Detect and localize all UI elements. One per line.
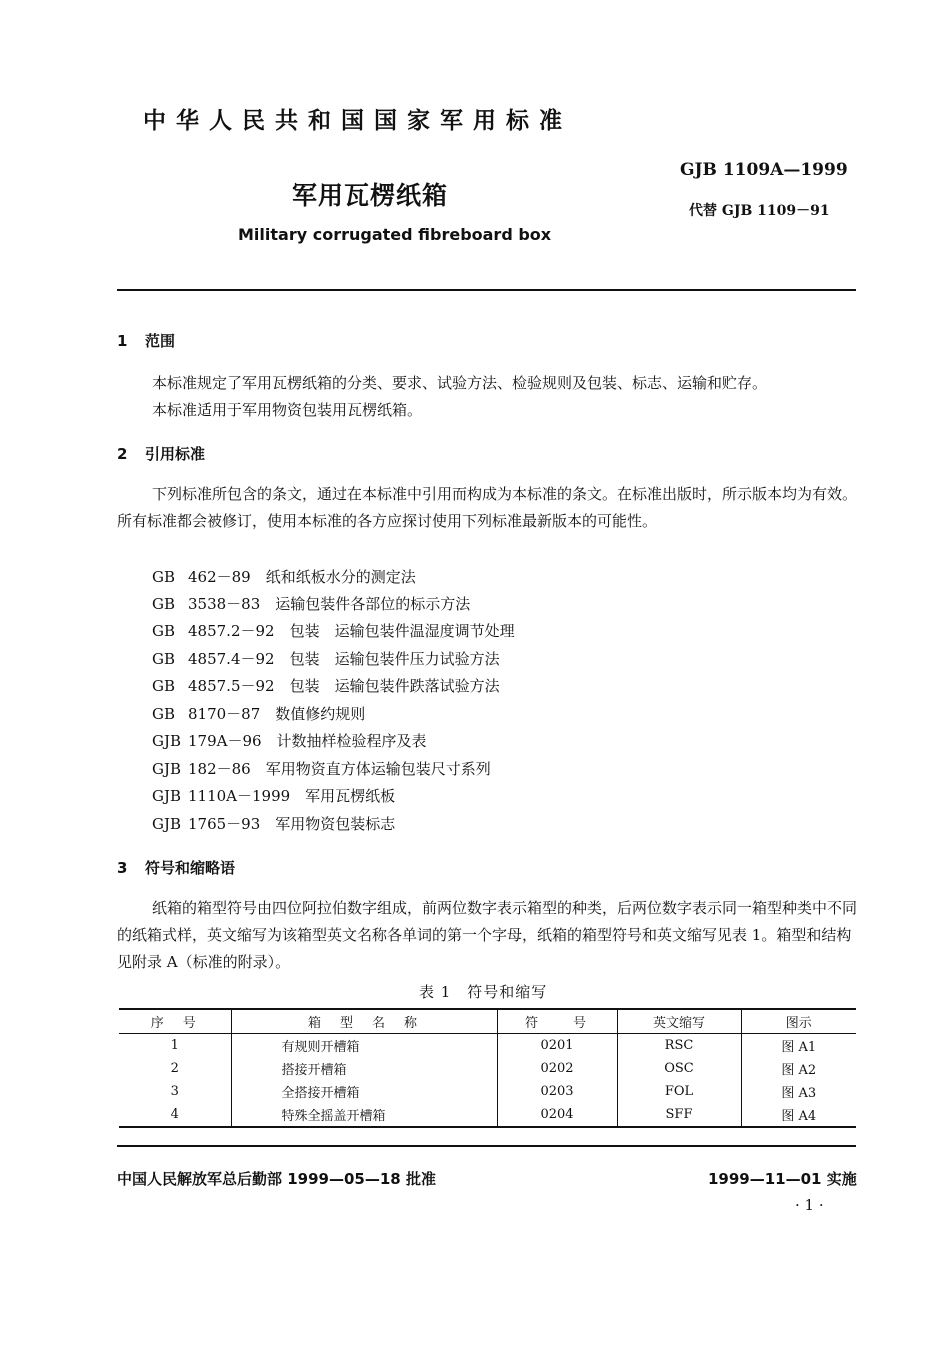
reference-item <box>152 593 470 614</box>
cell-symbol: 0201 <box>497 1034 617 1058</box>
table-header-row <box>119 1009 856 1034</box>
table-row <box>119 1080 856 1103</box>
table-caption: 表 1 符号和缩写 <box>419 983 548 1001</box>
cell-symbol: 0203 <box>497 1080 617 1103</box>
reference-code: GB <box>152 595 176 613</box>
reference-code: GJB <box>152 815 182 833</box>
reference-item <box>152 730 427 751</box>
reference-code: GB <box>152 568 176 586</box>
reference-text: 4857.4－92 包装 运输包装件压力试验方法 <box>188 650 500 668</box>
col-header-box-name: 箱 型 名 称 <box>231 1009 497 1034</box>
cell-serial: 4 <box>119 1103 231 1127</box>
effective-date: 1999—11—01 实施 <box>708 1170 857 1188</box>
reference-text: 3538－83 运输包装件各部位的标示方法 <box>188 595 471 613</box>
table-row <box>119 1057 856 1080</box>
reference-text: 1110A－1999 军用瓦楞纸板 <box>188 787 396 805</box>
symbols-table <box>119 1008 856 1128</box>
section-2-intro: 下列标准所包含的条文，通过在本标准中引用而构成为本标准的条文。在标准出版时，所示版本均为有效。所有标准都会被修订，使用本标准的各方应探讨使用下列标准最新版本的可能性。 <box>117 485 858 530</box>
document-title-en: Military corrugated fibreboard box <box>238 225 552 244</box>
reference-item <box>152 758 491 779</box>
cell-abbr: SFF <box>617 1103 741 1127</box>
section-2-heading <box>117 443 205 464</box>
reference-code: GB <box>152 650 176 668</box>
reference-item <box>152 566 416 587</box>
section-1-heading <box>117 330 175 351</box>
cell-box-name: 特殊全摇盖开槽箱 <box>231 1103 497 1127</box>
reference-code: GJB <box>152 732 182 750</box>
reference-text: 4857.5－92 包装 运输包装件跌落试验方法 <box>188 677 500 695</box>
reference-code: GB <box>152 677 176 695</box>
cell-abbr: FOL <box>617 1080 741 1103</box>
cell-abbr: RSC <box>617 1034 741 1058</box>
cell-figure: 图 A2 <box>741 1057 856 1080</box>
reference-code: GJB <box>152 760 182 778</box>
cell-figure: 图 A1 <box>741 1034 856 1058</box>
reference-code: GB <box>152 622 176 640</box>
reference-item <box>152 703 365 724</box>
replaces-standard: 代替 GJB 1109－91 <box>689 203 830 219</box>
section-title: 范围 <box>145 332 176 350</box>
document-title-cn: 军用瓦楞纸箱 <box>292 181 449 210</box>
cell-serial: 3 <box>119 1080 231 1103</box>
cell-serial: 2 <box>119 1057 231 1080</box>
col-header-symbol: 符 号 <box>497 1009 617 1034</box>
section-number: 1 <box>117 332 128 350</box>
reference-code: GB <box>152 705 176 723</box>
cell-figure: 图 A4 <box>741 1103 856 1127</box>
reference-item <box>152 648 500 669</box>
cell-abbr: OSC <box>617 1057 741 1080</box>
reference-item <box>152 675 500 696</box>
reference-item <box>152 813 395 834</box>
reference-text: 182－86 军用物资直方体运输包装尺寸系列 <box>188 760 491 778</box>
cell-figure: 图 A3 <box>741 1080 856 1103</box>
reference-item <box>152 785 395 806</box>
col-header-serial: 序 号 <box>119 1009 231 1034</box>
table-row <box>119 1103 856 1127</box>
col-header-abbr: 英文缩写 <box>617 1009 741 1034</box>
col-header-figure: 图示 <box>741 1009 856 1034</box>
section-3-heading <box>117 857 235 878</box>
cell-symbol: 0202 <box>497 1057 617 1080</box>
page-number: · 1 · <box>795 1196 824 1214</box>
section-1-para-1: 本标准规定了军用瓦楞纸箱的分类、要求、试验方法、检验规则及包装、标志、运输和贮存。 <box>152 374 768 392</box>
reference-text: 179A－96 计数抽样检验程序及表 <box>188 732 427 750</box>
reference-text: 8170－87 数值修约规则 <box>188 705 366 723</box>
footer-divider <box>117 1145 856 1147</box>
cell-box-name: 搭接开槽箱 <box>231 1057 497 1080</box>
cell-serial: 1 <box>119 1034 231 1058</box>
reference-item <box>152 620 515 641</box>
section-title: 引用标准 <box>145 445 206 463</box>
reference-text: 4857.2－92 包装 运输包装件温湿度调节处理 <box>188 622 515 640</box>
section-3-para: 纸箱的箱型符号由四位阿拉伯数字组成，前两位数字表示箱型的种类，后两位数字表示同一箱型种类中不同的纸箱式样，英文缩写为该箱型英文名称各单词的第一个字母，纸箱的箱型符号和英文缩写见表 1。箱型和结构见附录 A（标准的附录）。 <box>117 899 858 971</box>
reference-code: GJB <box>152 787 182 805</box>
cell-symbol: 0204 <box>497 1103 617 1127</box>
header-divider <box>117 289 856 291</box>
cell-box-name: 全搭接开槽箱 <box>231 1080 497 1103</box>
section-number: 2 <box>117 445 128 463</box>
table-row <box>119 1034 856 1058</box>
section-1-para-2: 本标准适用于军用物资包装用瓦楞纸箱。 <box>152 401 423 419</box>
reference-text: 462－89 纸和纸板水分的测定法 <box>188 568 416 586</box>
organization-title: 中华人民共和国国家军用标准 <box>143 108 572 134</box>
reference-text: 1765－93 军用物资包装标志 <box>188 815 396 833</box>
cell-box-name: 有规则开槽箱 <box>231 1034 497 1058</box>
approval-line: 中国人民解放军总后勤部 1999—05—18 批准 <box>117 1170 436 1188</box>
section-number: 3 <box>117 859 128 877</box>
section-title: 符号和缩略语 <box>145 859 236 877</box>
standard-number: GJB 1109A—1999 <box>680 160 848 180</box>
